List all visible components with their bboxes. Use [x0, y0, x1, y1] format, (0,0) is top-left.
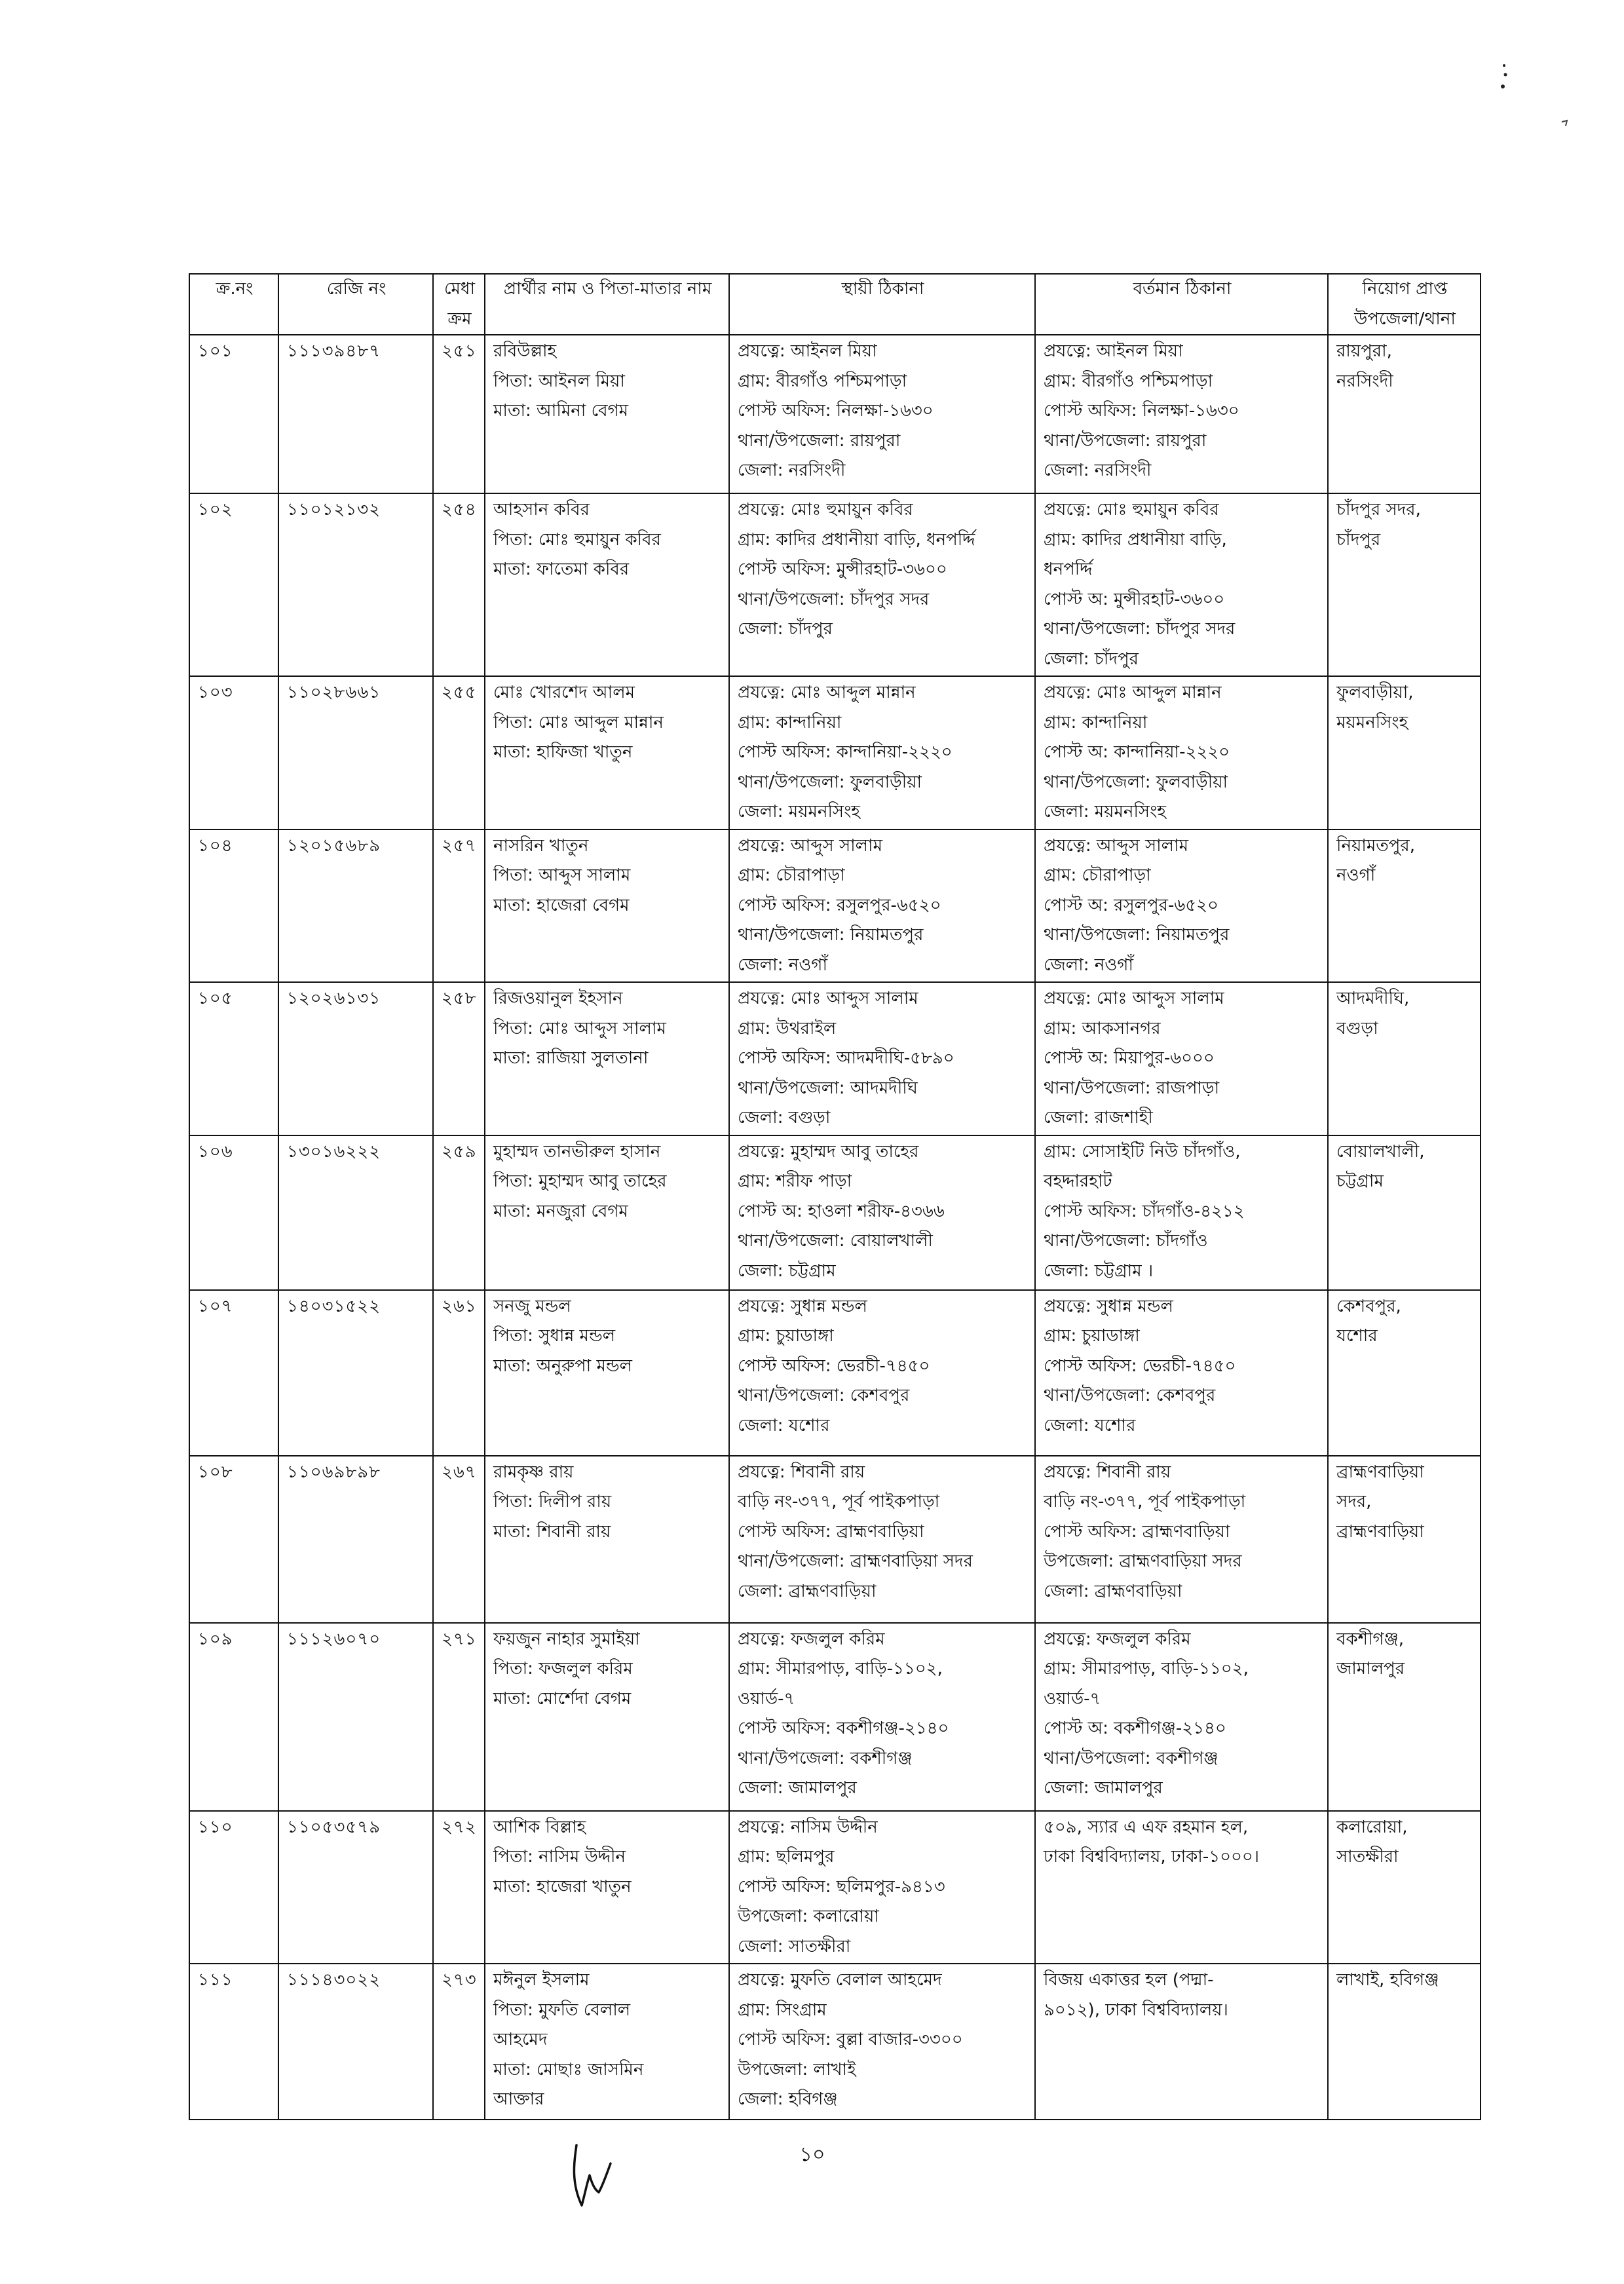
cell-permanent-address-line: গ্রাম: ছলিমপুর [738, 1847, 835, 1867]
cell-name-line: মাতা: ফাতেমা কবির [493, 560, 630, 579]
cell-present-address-line: জেলা: রাজশাহী [1044, 1108, 1153, 1128]
cell-permanent-address-line: গ্রাম: সিংগ্রাম [738, 2000, 827, 2020]
cell-present-address-line: জেলা: চট্টগ্রাম । [1044, 1261, 1154, 1281]
cell-permanent-address-line: প্রযত্নে: আব্দুস সালাম [738, 835, 883, 856]
cell-present-address-line: পোস্ট অফিস: ব্রাহ্মণবাড়িয়া [1044, 1521, 1230, 1542]
cell-permanent-address-line: প্রযত্নে: মোঃ আব্দুল মান্নান [738, 683, 916, 702]
cell-present-address [1035, 335, 1328, 493]
cell-present-address-line: পোস্ট অ: মুন্সীরহাট-৩৬০০ [1044, 589, 1225, 609]
cell-permanent-address-line: পোস্ট অফিস: মুন্সীরহাট-৩৬০০ [738, 560, 947, 579]
cell-name-line: পিতা: সুধান্ন মন্ডল [493, 1326, 616, 1346]
cell-present-address-line: প্রযত্নে: মোঃ হুমায়ুন কবির [1044, 500, 1219, 520]
table-row [189, 1290, 1481, 1456]
cell-permanent-address-line: গ্রাম: চুয়াডাঙ্গা [738, 1326, 834, 1346]
header-posting: নিয়োগ প্রাপ্ত উপজেলা/থানা [1328, 274, 1481, 335]
cell-posting [1328, 676, 1481, 829]
cell-present-address-line: থানা/উপজেলা: নিয়ামতপুর [1044, 925, 1230, 945]
cell-reg-no: ১১১৪৩০২২ [278, 1964, 433, 2120]
cell-merit: ২৭২ [433, 1811, 485, 1964]
cell-posting-line: কেশবপুর, [1336, 1296, 1401, 1316]
cell-name [485, 982, 729, 1135]
cell-permanent-address-line: প্রযত্নে: মোঃ আব্দুস সালাম [738, 989, 918, 1008]
cell-merit: ২৬৭ [433, 1456, 485, 1623]
cell-posting-line: বকশীগঞ্জ, [1336, 1629, 1405, 1649]
cell-permanent-address [729, 1290, 1035, 1456]
cell-posting-line: নিয়ামতপুর, [1336, 835, 1415, 856]
cell-permanent-address-line: থানা/উপজেলা: আদমদীঘি [738, 1078, 918, 1098]
cell-present-address-line: গ্রাম: সোসাইটি নিউ চাঁদগাঁও, [1044, 1141, 1241, 1162]
cell-reg-no: ১২০২৬১৩১ [278, 982, 433, 1135]
cell-posting [1328, 335, 1481, 493]
cell-permanent-address-line: গ্রাম: শরীফ পাড়া [738, 1171, 852, 1191]
cell-permanent-address [729, 1623, 1035, 1811]
cell-name [485, 1811, 729, 1964]
cell-name-line: আক্তার [493, 2089, 544, 2109]
cell-name-line: মাতা: হাজেরা খাতুন [493, 1876, 632, 1897]
cell-present-address-line: থানা/উপজেলা: বকশীগঞ্জ [1044, 1748, 1218, 1768]
cell-present-address [1035, 1290, 1328, 1456]
cell-reg-no: ১১০৬৯৮৯৮ [278, 1456, 433, 1623]
cell-permanent-address-line: ওয়ার্ড-৭ [738, 1688, 795, 1709]
cell-permanent-address-line: জেলা: হবিগঞ্জ [738, 2089, 838, 2109]
cell-permanent-address-line: পোস্ট অফিস: ব্রাহ্মণবাড়িয়া [738, 1521, 924, 1542]
cell-name-line: পিতা: মুফতি বেলাল [493, 2000, 631, 2020]
cell-permanent-address-line: উপজেলা: লাখাই [738, 2059, 856, 2080]
header-merit: মেধা ক্রম [433, 274, 485, 335]
cell-posting [1328, 1135, 1481, 1290]
cell-permanent-address-line: জেলা: ব্রাহ্মণবাড়িয়া [738, 1581, 877, 1601]
cell-permanent-address-line: প্রযত্নে: সুধান্ন মন্ডল [738, 1296, 867, 1316]
cell-posting-line: চাঁদপুর সদর, [1336, 500, 1421, 520]
cell-permanent-address-line: প্রযত্নে: নাসিম উদ্দীন [738, 1817, 878, 1837]
cell-merit: ২৫৫ [433, 676, 485, 829]
cell-present-address [1035, 676, 1328, 829]
cell-posting [1328, 1964, 1481, 2120]
cell-permanent-address-line: পোস্ট অফিস: আদমদীঘি-৫৮৯০ [738, 1048, 954, 1068]
cell-name-line: মাতা: মোর্শেদা বেগম [493, 1688, 632, 1709]
cell-name-line: মঈনুল ইসলাম [493, 1970, 590, 1990]
cell-posting-line: বোয়ালখালী, [1336, 1141, 1425, 1162]
cell-reg-no: ১১০১২১৩২ [278, 493, 433, 676]
cell-reg-no: ১৩০১৬২২২ [278, 1135, 433, 1290]
cell-permanent-address-line: উপজেলা: কলারোয়া [738, 1907, 879, 1926]
cell-permanent-address-line: পোস্ট অ: হাওলা শরীফ-৪৩৬৬ [738, 1201, 945, 1221]
cell-present-address-line: উপজেলা: ব্রাহ্মণবাড়িয়া সদর [1044, 1551, 1242, 1571]
cell-name [485, 493, 729, 676]
cell-present-address-line: পোস্ট অফিস: ভেরচী-৭৪৫০ [1044, 1356, 1236, 1376]
cell-name-line: মাতা: রাজিয়া সুলতানা [493, 1048, 649, 1068]
cell-name [485, 676, 729, 829]
cell-posting-line: রায়পুরা, [1336, 341, 1392, 361]
cell-permanent-address-line: গ্রাম: সীমারপাড়, বাড়ি-১১০২, [738, 1659, 943, 1679]
cell-name-line: পিতা: মোঃ আব্দুল মান্নান [493, 712, 664, 733]
cell-present-address [1035, 1135, 1328, 1290]
cell-permanent-address-line: থানা/উপজেলা: নিয়ামতপুর [738, 925, 924, 945]
cell-name [485, 829, 729, 983]
cell-present-address [1035, 829, 1328, 983]
cell-present-address-line: থানা/উপজেলা: রায়পুরা [1044, 430, 1207, 451]
cell-name-line: মাতা: আমিনা বেগম [493, 401, 629, 421]
cell-present-address-line: প্রযত্নে: সুধান্ন মন্ডল [1044, 1296, 1173, 1316]
cell-present-address-line: থানা/উপজেলা: রাজপাড়া [1044, 1078, 1220, 1098]
cell-name-line: মোঃ খোরশেদ আলম [493, 683, 635, 702]
cell-reg-no: ১১১৩৯৪৮৭ [278, 335, 433, 493]
cell-serial: ১০৩ [189, 676, 278, 829]
cell-serial: ১০৭ [189, 1290, 278, 1456]
page-number: ১০ [799, 2143, 825, 2166]
cell-name-line: আহমেদ [493, 2030, 548, 2049]
cell-permanent-address-line: থানা/উপজেলা: বোয়ালখালী [738, 1231, 933, 1251]
scan-speck-mark-2 [1559, 118, 1572, 138]
cell-permanent-address [729, 1811, 1035, 1964]
cell-posting-line: নরসিংদী [1336, 371, 1393, 391]
cell-present-address [1035, 1964, 1328, 2120]
cell-reg-no: ১১০২৮৬৬১ [278, 676, 433, 829]
cell-permanent-address-line: থানা/উপজেলা: রায়পুরা [738, 430, 901, 451]
cell-name-line: মাতা: অনুরুপা মন্ডল [493, 1356, 633, 1376]
cell-name-line: পিতা: আব্দুস সালাম [493, 866, 631, 885]
cell-permanent-address-line: গ্রাম: চৌরাপাড়া [738, 866, 845, 885]
table-row [189, 493, 1481, 676]
cell-name-line: নাসরিন খাতুন [493, 835, 589, 856]
cell-permanent-address [729, 982, 1035, 1135]
cell-present-address-line: ধনপর্দ্দি [1044, 560, 1093, 579]
cell-present-address-line: প্রযত্নে: আব্দুস সালাম [1044, 835, 1189, 856]
cell-present-address-line: থানা/উপজেলা: কেশবপুর [1044, 1386, 1216, 1405]
table-row [189, 1964, 1481, 2120]
cell-present-address-line: প্রযত্নে: মোঃ আব্দুল মান্নান [1044, 683, 1222, 702]
cell-merit: ২৭৩ [433, 1964, 485, 2120]
cell-posting-line: আদমদীঘি, [1336, 989, 1410, 1008]
cell-present-address-line: পোস্ট অ: বকশীগঞ্জ-২১৪০ [1044, 1719, 1226, 1738]
cell-name-line: মাতা: হাফিজা খাতুন [493, 742, 633, 762]
table-row [189, 1811, 1481, 1964]
cell-posting [1328, 982, 1481, 1135]
cell-permanent-address-line: প্রযত্নে: মুহাম্মদ আবু তাহের [738, 1141, 919, 1162]
cell-present-address-line: জেলা: ব্রাহ্মণবাড়িয়া [1044, 1581, 1182, 1601]
cell-serial: ১০৬ [189, 1135, 278, 1290]
table-row [189, 335, 1481, 493]
cell-present-address [1035, 982, 1328, 1135]
cell-name-line: আশিক বিল্লাহ [493, 1817, 586, 1837]
cell-present-address-line: থানা/উপজেলা: ফুলবাড়ীয়া [1044, 772, 1228, 792]
cell-permanent-address-line: বাড়ি নং-৩৭৭, পূর্ব পাইকপাড়া [738, 1492, 940, 1512]
cell-permanent-address [729, 335, 1035, 493]
header-name: প্রার্থীর নাম ও পিতা-মাতার নাম [485, 274, 729, 335]
cell-permanent-address-line: থানা/উপজেলা: ব্রাহ্মণবাড়িয়া সদর [738, 1551, 973, 1571]
cell-serial: ১০২ [189, 493, 278, 676]
table-row [189, 676, 1481, 829]
cell-name [485, 335, 729, 493]
cell-present-address-line: পোস্ট অ: রসুলপুর-৬৫২০ [1044, 895, 1218, 915]
cell-name-line: পিতা: দিলীপ রায় [493, 1492, 612, 1512]
cell-present-address-line: প্রযত্নে: ফজলুল করিম [1044, 1629, 1191, 1649]
cell-posting [1328, 1290, 1481, 1456]
cell-permanent-address-line: গ্রাম: উথরাইল [738, 1018, 837, 1038]
cell-permanent-address-line: জেলা: চট্টগ্রাম [738, 1261, 836, 1281]
table-row [189, 1456, 1481, 1623]
cell-permanent-address-line: প্রযত্নে: মুফতি বেলাল আহমেদ [738, 1970, 942, 1990]
cell-permanent-address-line: থানা/উপজেলা: ফুলবাড়ীয়া [738, 772, 922, 792]
cell-permanent-address-line: পোস্ট অফিস: বকশীগঞ্জ-২১৪০ [738, 1719, 949, 1738]
cell-present-address-line: গ্রাম: কান্দানিয়া [1044, 712, 1148, 733]
header-serial: ক্র.নং [189, 274, 278, 335]
cell-serial: ১০৯ [189, 1623, 278, 1811]
cell-name [485, 1456, 729, 1623]
table-row [189, 1623, 1481, 1811]
cell-posting-line: নওগাঁ [1336, 866, 1376, 885]
scan-speck-mark [1495, 60, 1515, 100]
cell-name-line: মাতা: হাজেরা বেগম [493, 895, 630, 915]
table-row [189, 982, 1481, 1135]
cell-name [485, 1623, 729, 1811]
cell-reg-no: ১১১২৬০৭০ [278, 1623, 433, 1811]
cell-permanent-address [729, 676, 1035, 829]
cell-permanent-address-line: পোস্ট অফিস: ভেরচী-৭৪৫০ [738, 1356, 930, 1376]
cell-name [485, 1964, 729, 2120]
cell-posting-line: ব্রাহ্মণবাড়িয়া [1336, 1462, 1424, 1482]
cell-present-address-line: ঢাকা বিশ্ববিদ্যালয়, ঢাকা-১০০০। [1044, 1847, 1260, 1867]
cell-name-line: পিতা: আইনল মিয়া [493, 371, 625, 391]
cell-name-line: মুহাম্মদ তানভীরুল হাসান [493, 1141, 661, 1162]
cell-serial: ১১১ [189, 1964, 278, 2120]
cell-present-address-line: ৯০১২), ঢাকা বিশ্ববিদ্যালয়। [1044, 2000, 1228, 2020]
cell-present-address-line: ৫০৯, স্যার এ এফ রহমান হল, [1044, 1817, 1249, 1837]
cell-posting-line: চাঁদপুর [1336, 529, 1381, 550]
cell-name-line: সনজু মন্ডল [493, 1296, 571, 1316]
cell-reg-no: ১২০১৫৬৮৯ [278, 829, 433, 983]
cell-present-address-line: জেলা: নরসিংদী [1044, 461, 1152, 480]
cell-permanent-address-line: পোস্ট অফিস: রসুলপুর-৬৫২০ [738, 895, 941, 915]
cell-name-line: পিতা: মোঃ আব্দুস সালাম [493, 1018, 666, 1038]
cell-posting [1328, 1456, 1481, 1623]
cell-name-line: মাতা: মোছাঃ জাসমিন [493, 2059, 644, 2080]
header-reg-no: রেজি নং [278, 274, 433, 335]
cell-serial: ১১০ [189, 1811, 278, 1964]
cell-merit: ২৭১ [433, 1623, 485, 1811]
cell-name-line: মাতা: শিবানী রায় [493, 1521, 611, 1542]
cell-posting-line: বগুড়া [1336, 1018, 1378, 1038]
cell-present-address-line: ওয়ার্ড-৭ [1044, 1688, 1101, 1709]
cell-name-line: পিতা: ফজলুল করিম [493, 1659, 633, 1679]
cell-name-line: রিজওয়ানুল ইহসান [493, 989, 623, 1008]
cell-present-address-line: জেলা: চাঁদপুর [1044, 649, 1139, 669]
cell-permanent-address-line: পোস্ট অফিস: নিলক্ষা-১৬৩০ [738, 401, 934, 421]
cell-name-line: পিতা: মুহাম্মদ আবু তাহের [493, 1171, 667, 1191]
cell-permanent-address-line: থানা/উপজেলা: কেশবপুর [738, 1386, 910, 1405]
table-body [189, 335, 1481, 2120]
cell-permanent-address-line: থানা/উপজেলা: চাঁদপুর সদর [738, 589, 930, 609]
table-row [189, 829, 1481, 983]
cell-merit: ২৫৭ [433, 829, 485, 983]
cell-present-address-line: পোস্ট অ: কান্দানিয়া-২২২০ [1044, 742, 1230, 762]
cell-permanent-address-line: জেলা: যশোর [738, 1415, 830, 1436]
cell-merit: ২৫৪ [433, 493, 485, 676]
cell-permanent-address-line: জেলা: বগুড়া [738, 1108, 831, 1128]
cell-present-address-line: প্রযত্নে: মোঃ আব্দুস সালাম [1044, 989, 1224, 1008]
cell-serial: ১০৮ [189, 1456, 278, 1623]
cell-name-line: মাতা: মনজুরা বেগম [493, 1201, 628, 1221]
cell-present-address [1035, 1623, 1328, 1811]
cell-name-line: ফয়জুন নাহার সুমাইয়া [493, 1629, 640, 1649]
cell-present-address-line: বাড়ি নং-৩৭৭, পূর্ব পাইকপাড়া [1044, 1492, 1246, 1512]
cell-permanent-address-line: জেলা: ময়মনসিংহ [738, 802, 860, 822]
cell-name-line: আহসান কবির [493, 500, 590, 520]
cell-permanent-address-line: পোস্ট অফিস: কান্দানিয়া-২২২০ [738, 742, 953, 762]
cell-present-address-line: পোস্ট অফিস: নিলক্ষা-১৬৩০ [1044, 401, 1239, 421]
cell-present-address [1035, 493, 1328, 676]
cell-permanent-address-line: প্রযত্নে: আইনল মিয়া [738, 341, 877, 361]
cell-permanent-address-line: প্রযত্নে: শিবানী রায় [738, 1462, 865, 1482]
cell-present-address-line: থানা/উপজেলা: চাঁদপুর সদর [1044, 619, 1236, 639]
cell-present-address-line: থানা/উপজেলা: চাঁদগাঁও [1044, 1231, 1208, 1251]
cell-reg-no: ১৪০৩১৫২২ [278, 1290, 433, 1456]
cell-permanent-address-line: প্রযত্নে: মোঃ হুমায়ুন কবির [738, 500, 913, 520]
cell-merit: ২৫১ [433, 335, 485, 493]
cell-permanent-address-line: জেলা: সাতক্ষীরা [738, 1936, 851, 1956]
cell-posting [1328, 1623, 1481, 1811]
cell-present-address-line: গ্রাম: কাদির প্রধানীয়া বাড়ি, [1044, 529, 1227, 550]
cell-serial: ১০৪ [189, 829, 278, 983]
cell-posting-line: ফুলবাড়ীয়া, [1336, 683, 1414, 702]
cell-posting-line: সাতক্ষীরা [1336, 1847, 1399, 1867]
cell-posting-line: যশোর [1336, 1326, 1378, 1346]
cell-permanent-address-line: গ্রাম: কান্দানিয়া [738, 712, 842, 733]
header-permanent-address: স্থায়ী ঠিকানা [729, 274, 1035, 335]
cell-present-address [1035, 1456, 1328, 1623]
cell-permanent-address-line: জেলা: জামালপুর [738, 1778, 857, 1798]
cell-serial: ১০১ [189, 335, 278, 493]
cell-posting-line: লাখাই, হবিগঞ্জ [1336, 1970, 1439, 1990]
cell-permanent-address [729, 829, 1035, 983]
cell-present-address-line: গ্রাম: চৌরাপাড়া [1044, 866, 1151, 885]
table-row [189, 1135, 1481, 1290]
cell-present-address-line: বহদ্দারহাট [1044, 1171, 1112, 1191]
cell-permanent-address [729, 1456, 1035, 1623]
cell-posting-line: সদর, [1336, 1492, 1372, 1512]
cell-present-address-line: পোস্ট অ: মিয়াপুর-৬০০০ [1044, 1048, 1215, 1068]
cell-present-address-line: জেলা: জামালপুর [1044, 1778, 1163, 1798]
cell-posting-line: কলারোয়া, [1336, 1817, 1408, 1837]
cell-permanent-address-line: গ্রাম: বীরগাঁও পশ্চিমপাড়া [738, 371, 907, 391]
cell-merit: ২৫৮ [433, 982, 485, 1135]
cell-permanent-address-line: পোস্ট অফিস: ছলিমপুর-৯৪১৩ [738, 1876, 945, 1897]
cell-serial: ১০৫ [189, 982, 278, 1135]
cell-name-line: রামকৃষ্ণ রায় [493, 1462, 574, 1482]
cell-present-address-line: গ্রাম: বীরগাঁও পশ্চিমপাড়া [1044, 371, 1213, 391]
cell-posting [1328, 1811, 1481, 1964]
cell-permanent-address [729, 1964, 1035, 2120]
cell-present-address [1035, 1811, 1328, 1964]
cell-posting [1328, 829, 1481, 983]
cell-name [485, 1135, 729, 1290]
cell-permanent-address [729, 1135, 1035, 1290]
cell-present-address-line: প্রযত্নে: শিবানী রায় [1044, 1462, 1171, 1482]
cell-present-address-line: জেলা: নওগাঁ [1044, 955, 1133, 975]
handwritten-signature [562, 2137, 614, 2213]
cell-permanent-address [729, 493, 1035, 676]
cell-name [485, 1290, 729, 1456]
cell-permanent-address-line: পোস্ট অফিস: বুল্লা বাজার-৩৩০০ [738, 2030, 963, 2049]
cell-permanent-address-line: জেলা: চাঁদপুর [738, 619, 833, 639]
cell-permanent-address-line: গ্রাম: কাদির প্রধানীয়া বাড়ি, ধনপর্দ্দি [738, 529, 975, 550]
cell-posting-line: চট্টগ্রাম [1336, 1171, 1384, 1191]
cell-posting [1328, 493, 1481, 676]
header-present-address: বর্তমান ঠিকানা [1035, 274, 1328, 335]
cell-present-address-line: পোস্ট অফিস: চাঁদগাঁও-৪২১২ [1044, 1201, 1245, 1221]
table-header-row [189, 274, 1481, 335]
cell-reg-no: ১১০৫৩৫৭৯ [278, 1811, 433, 1964]
cell-name-line: পিতা: নাসিম উদ্দীন [493, 1847, 626, 1867]
cell-merit: ২৬১ [433, 1290, 485, 1456]
cell-present-address-line: বিজয় একাত্তর হল (পদ্মা- [1044, 1970, 1214, 1990]
cell-present-address-line: গ্রাম: সীমারপাড়, বাড়ি-১১০২, [1044, 1659, 1249, 1679]
cell-posting-line: জামালপুর [1336, 1659, 1405, 1679]
cell-name-line: রবিউল্লাহ [493, 341, 557, 361]
cell-present-address-line: জেলা: ময়মনসিংহ [1044, 802, 1166, 822]
cell-permanent-address-line: থানা/উপজেলা: বকশীগঞ্জ [738, 1748, 913, 1768]
cell-name-line: পিতা: মোঃ হুমায়ুন কবির [493, 529, 661, 550]
cell-permanent-address-line: জেলা: নওগাঁ [738, 955, 827, 975]
cell-present-address-line: গ্রাম: চুয়াডাঙ্গা [1044, 1326, 1140, 1346]
candidate-table [189, 273, 1481, 2120]
cell-merit: ২৫৯ [433, 1135, 485, 1290]
cell-posting-line: ব্রাহ্মণবাড়িয়া [1336, 1521, 1424, 1542]
cell-posting-line: ময়মনসিংহ [1336, 712, 1408, 733]
cell-present-address-line: প্রযত্নে: আইনল মিয়া [1044, 341, 1183, 361]
cell-permanent-address-line: প্রযত্নে: ফজলুল করিম [738, 1629, 885, 1649]
cell-present-address-line: গ্রাম: আকসানগর [1044, 1018, 1161, 1038]
cell-permanent-address-line: জেলা: নরসিংদী [738, 461, 846, 480]
cell-present-address-line: জেলা: যশোর [1044, 1415, 1136, 1436]
